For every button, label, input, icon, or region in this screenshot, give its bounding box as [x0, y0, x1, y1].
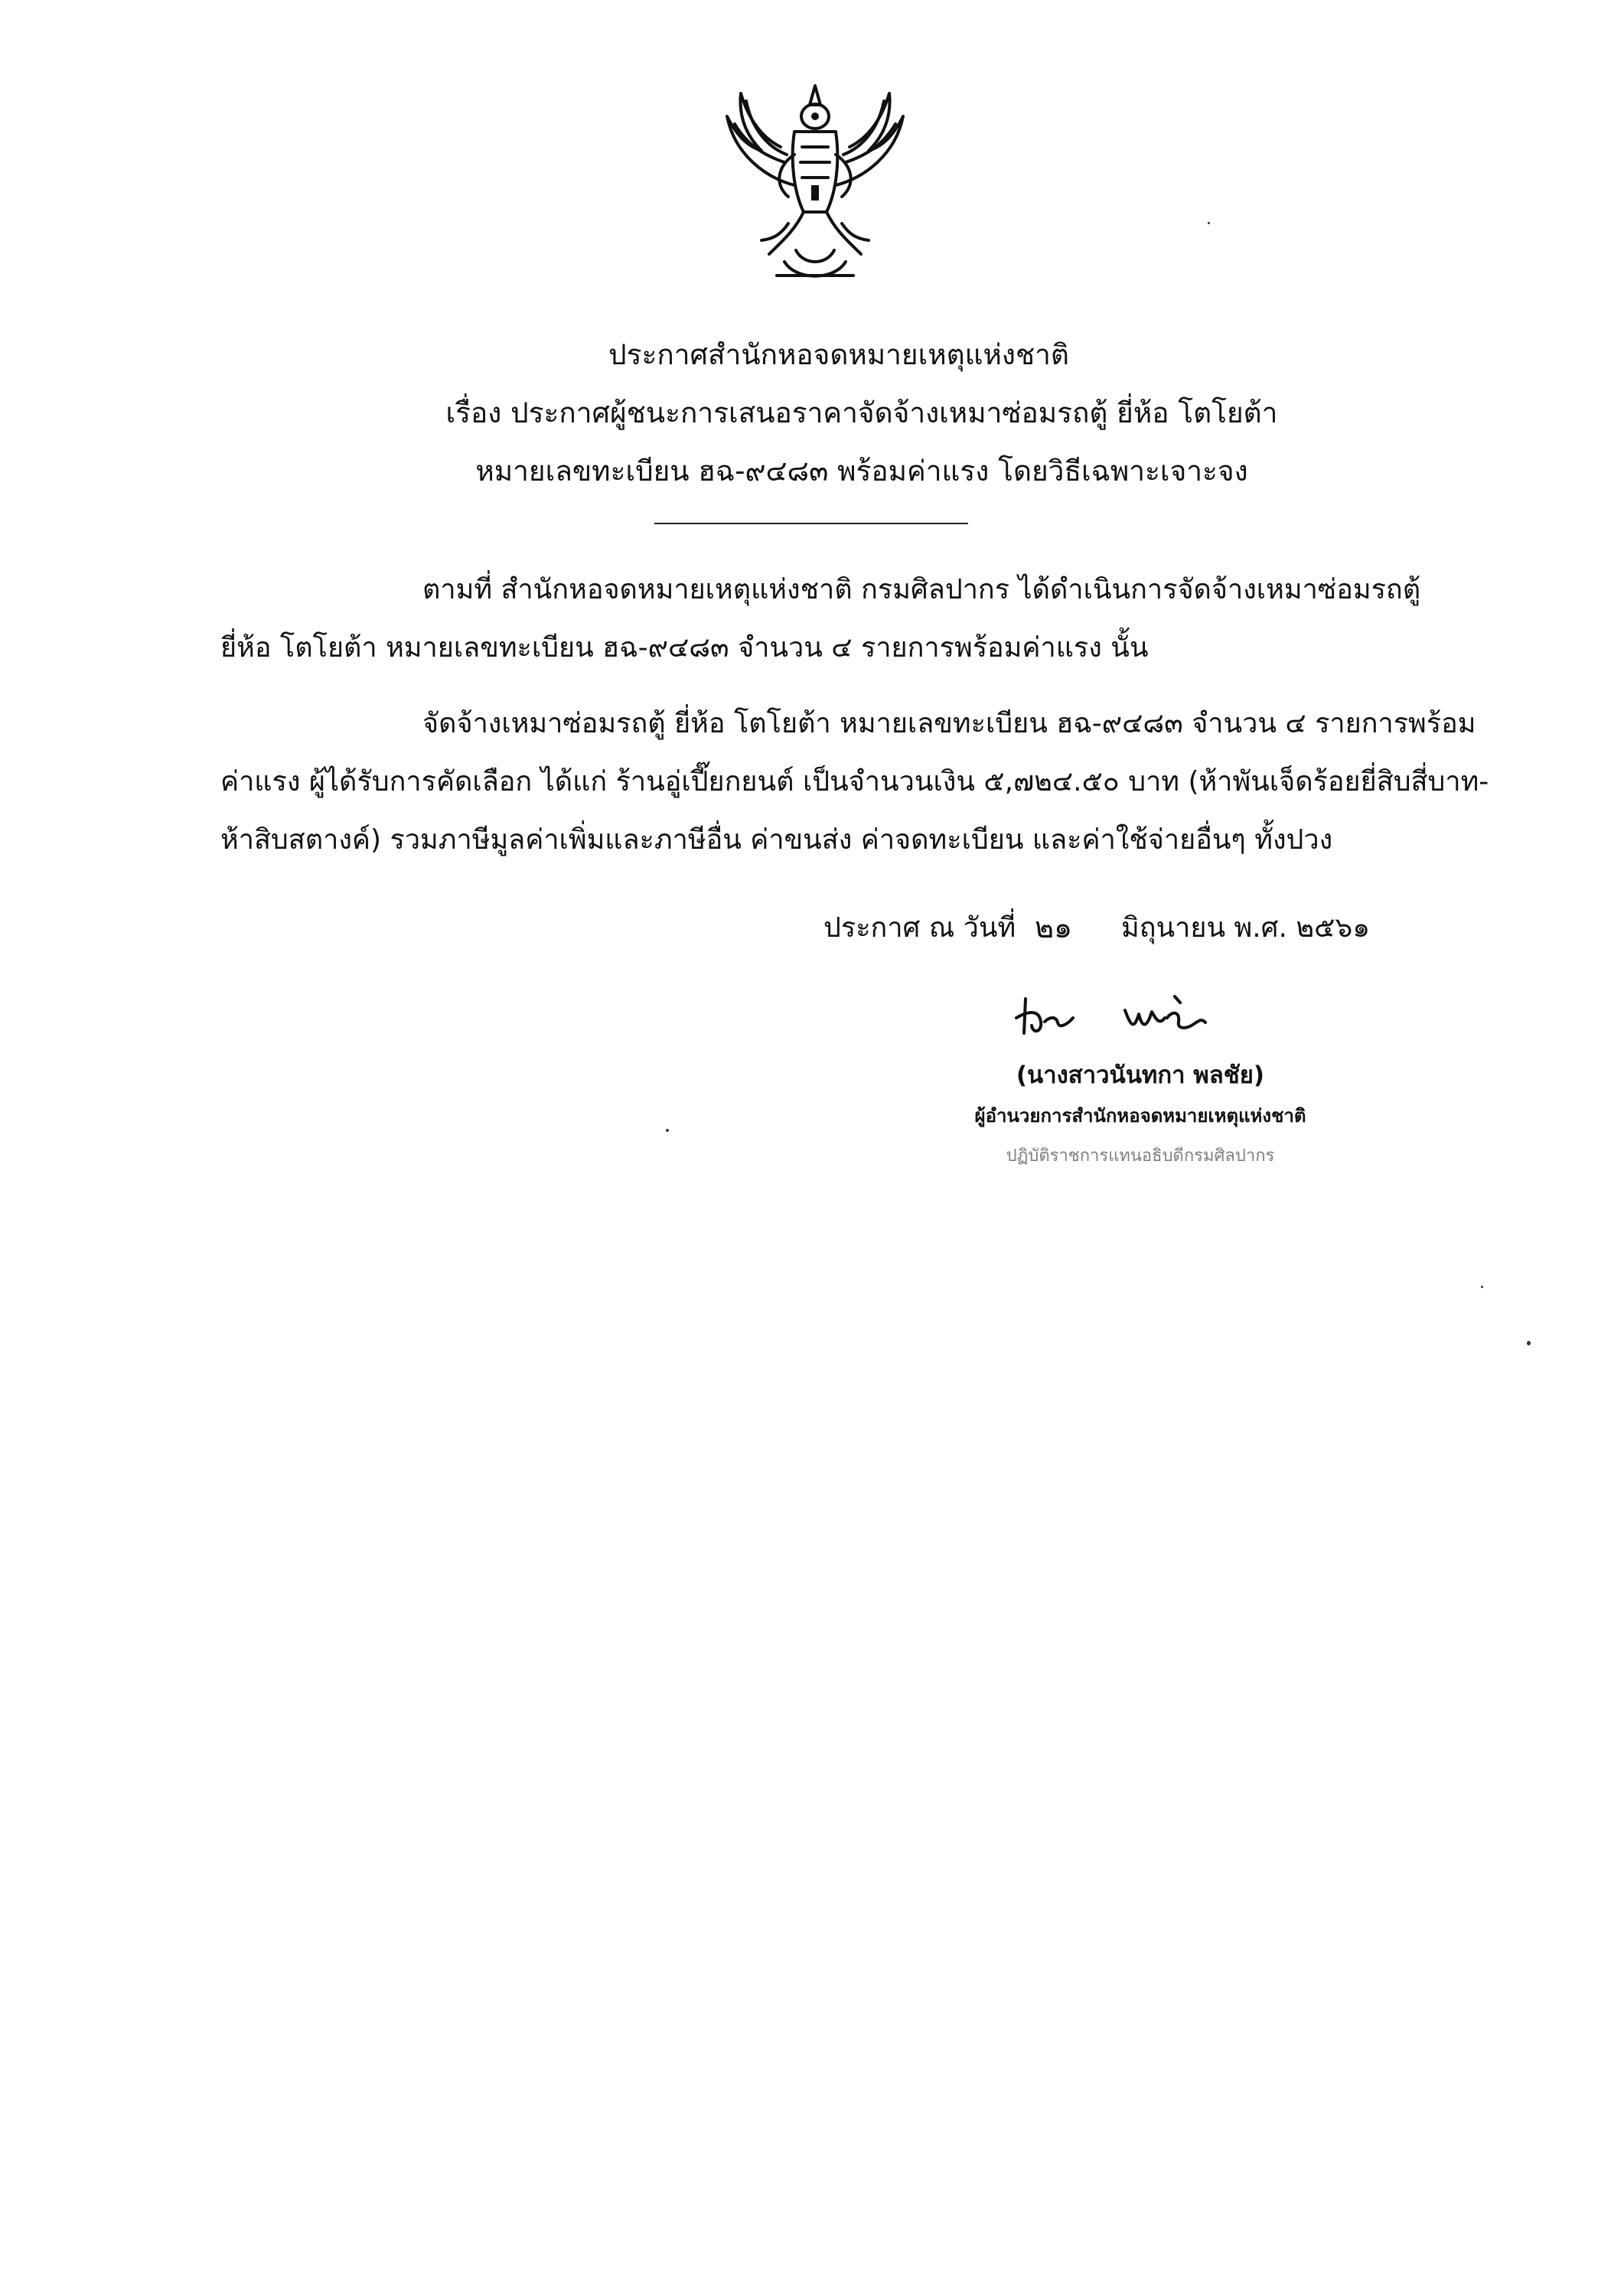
- garuda-emblem: [704, 70, 926, 292]
- scan-speck: [666, 1129, 669, 1132]
- announcement-subject-continued: หมายเลขทะเบียน ฮฉ-๙๔๘๓ พร้อมค่าแรง โดยวิธีเฉพาะเจาะจง: [475, 455, 1248, 488]
- scan-speck: [1208, 222, 1210, 224]
- paragraph-2-line-2: ค่าแรง ผู้ได้รับการคัดเลือก ได้แก่ ร้านอู่เปี๊ยกยนต์ เป็นจำนวนเงิน ๕,๗๒๔.๕๐ บาท (ห้าพันเจ็ดร้อยยี่สิบสี่บาท-: [220, 766, 1489, 797]
- scan-speck: [1481, 1286, 1483, 1288]
- announcement-title: ประกาศสำนักหอจดหมายเหตุแห่งชาติ: [608, 338, 1069, 371]
- announcement-date-prefix: ประกาศ ณ วันที่: [823, 912, 1016, 944]
- handwritten-signature: [1010, 987, 1247, 1049]
- signatory-acting-for: ปฏิบัติราชการแทนอธิบดีกรมศิลปากร: [1006, 1146, 1275, 1166]
- paragraph-2-line-1: จัดจ้างเหมาซ่อมรถตู้ ยี่ห้อ โตโยต้า หมายเลขทะเบียน ฮฉ-๙๔๘๓ จำนวน ๔ รายการพร้อม: [422, 708, 1476, 739]
- paragraph-2-line-3: ห้าสิบสตางค์) รวมภาษีมูลค่าเพิ่มและภาษีอื่น ค่าขนส่ง ค่าจดทะเบียน และค่าใช้จ่ายอื่นๆ ทั้งปวง: [220, 824, 1333, 856]
- paragraph-1-line-1: ตามที่ สำนักหอจดหมายเหตุแห่งชาติ กรมศิลปากร ได้ดำเนินการจัดจ้างเหมาซ่อมรถตู้: [422, 574, 1421, 605]
- paragraph-1-line-2: ยี่ห้อ โตโยต้า หมายเลขทะเบียน ฮฉ-๙๔๘๓ จำนวน ๔ รายการพร้อมค่าแรง นั้น: [220, 632, 1149, 664]
- announcement-subject: เรื่อง ประกาศผู้ชนะการเสนอราคาจัดจ้างเหมาซ่อมรถตู้ ยี่ห้อ โตโยต้า: [445, 396, 1278, 429]
- scan-speck: [1527, 1341, 1531, 1345]
- announcement-date-month-year: มิถุนายน พ.ศ. ๒๕๖๑: [1121, 912, 1371, 944]
- signatory-name: (นางสาวนันทกา พลชัย): [1016, 1062, 1265, 1089]
- signatory-position: ผู้อำนวยการสำนักหอจดหมายเหตุแห่งชาติ: [974, 1105, 1306, 1127]
- heading-divider: [654, 523, 968, 524]
- announcement-date-day: ๒๑: [1035, 911, 1073, 944]
